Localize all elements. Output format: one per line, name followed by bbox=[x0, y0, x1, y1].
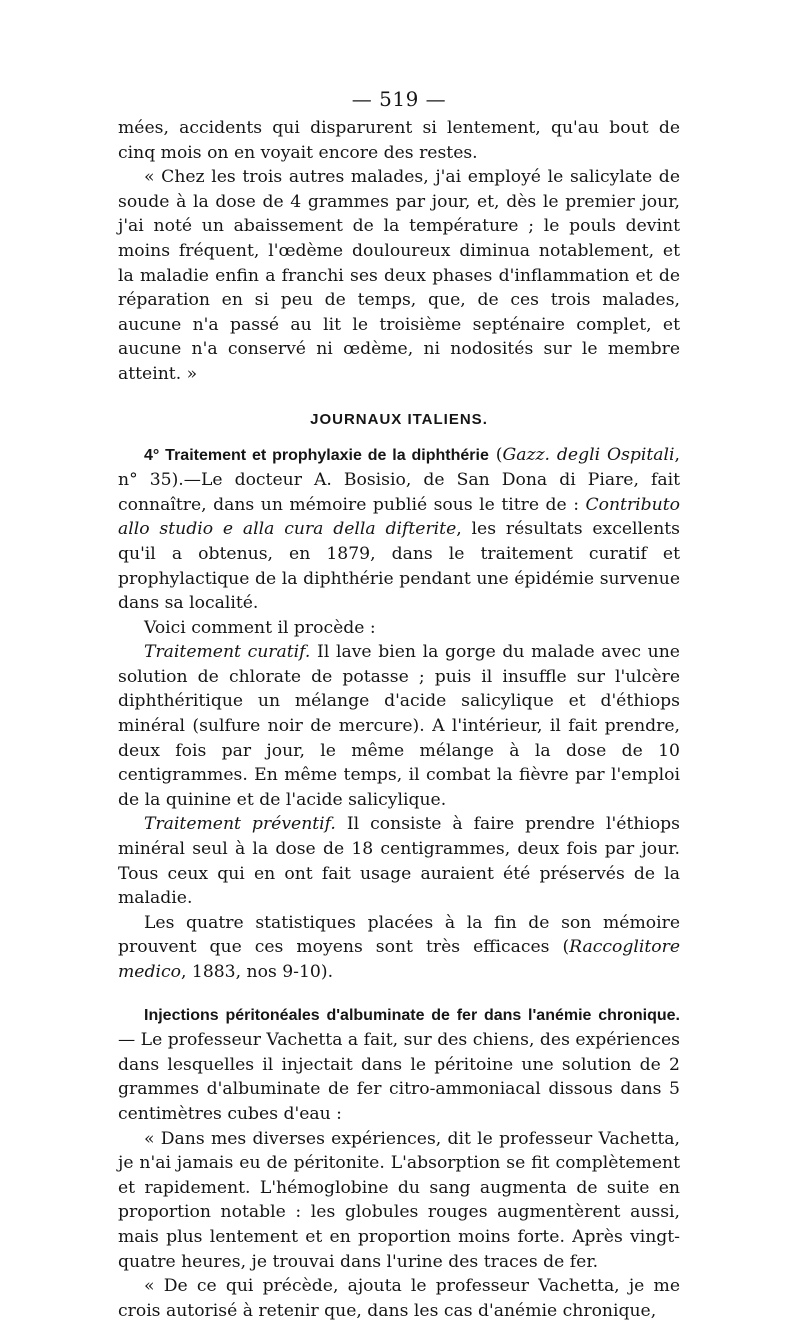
paragraph-diphtheria bbox=[118, 443, 680, 616]
memoir-title: Contributo allo studio e alla cura della difterite bbox=[118, 494, 680, 540]
injections-text: — Le professeur Vachetta a fait, sur des chiens, des expériences dans lesquelles il injectait dans le péritoine une solution de 2 grammes d'albuminate de fer citro-ammoniacal dissous dans 5 centimètres cubes d'eau : bbox=[118, 1030, 680, 1124]
stats-pre: Les quatre statistiques placées à la fin de son mémoire prouvent que ces moyens sont très efficaces ( bbox=[118, 912, 680, 958]
curatif-text: Il lave bien la gorge du malade avec une solution de chlorate de potasse ; puis il insuffle sur l'ulcère diphthéritique un mélange d'acide salicylique et d'éthiops minéral (sulfure noir de mercure). A l'intérieur, il fait prendre, deux fois par jour, le même mélange à la dose de 10 centigrammes. En même temps, il combat la fièvre par l'emploi de la quinine et de l'acide salicylique. bbox=[118, 642, 680, 810]
paragraph-preventif bbox=[118, 812, 680, 910]
paragraph-statistics bbox=[118, 911, 680, 985]
paragraph-voici: Voici comment il procède : bbox=[144, 617, 376, 638]
stats-journal: Raccoglitore medico bbox=[118, 937, 680, 982]
paragraph-quote-conclusion: « De ce qui précède, ajouta le professeur Vachetta, je me crois autorisé à retenir que, dans les cas d'anémie chronique, bbox=[118, 1276, 680, 1321]
paragraph-injections bbox=[118, 1003, 680, 1127]
diphtheria-source-pre: ( bbox=[488, 444, 503, 465]
stats-post: , 1883, nos 9-10). bbox=[180, 962, 334, 982]
diphtheria-source-post: , n° 35).—Le docteur A. Bosisio, de San Dona di Piare, fait connaître, dans un mémoire publié sous le titre de : bbox=[118, 444, 681, 515]
preventif-label: Traitement préventif. bbox=[144, 814, 336, 835]
page-number: — 519 — bbox=[351, 87, 447, 111]
diphtheria-journal: Gazz. degli Ospitali bbox=[502, 444, 675, 465]
diphtheria-title: 4° Traitement et prophylaxie de la diphthérie bbox=[144, 446, 489, 464]
section-heading: JOURNAUX ITALIENS. bbox=[310, 410, 488, 428]
preventif-text: Il consiste à faire prendre l'éthiops minéral seul à la dose de 18 centigrammes, deux fois par jour. Tous ceux qui en ont fait usage auraient été préservés de la maladie. bbox=[118, 814, 681, 909]
document-page bbox=[118, 86, 680, 1323]
curatif-label: Traitement curatif. bbox=[144, 642, 311, 663]
injections-title: Injections péritonéales d'albuminate de fer dans l'anémie chronique. bbox=[144, 1006, 680, 1024]
diphtheria-rest: , les résultats excellents qu'il a obtenus, en 1879, dans le traitement curatif et prophylactique de la diphthérie pendant une épidémie survenue dans sa localité. bbox=[118, 519, 681, 614]
paragraph-continuation: mées, accidents qui disparurent si lentement, qu'au bout de cinq mois on en voyait encore des restes. bbox=[118, 118, 680, 163]
paragraph-salicylate: « Chez les trois autres malades, j'ai employé le salicylate de soude à la dose de 4 grammes par jour, et, dès le premier jour, j'ai noté un abaissement de la température ; le pouls devint moins fréquent, l'œdème douloureux diminua notablement, et la maladie enfin a franchi ses deux phases d'inflammation et de réparation en si peu de temps, que, de ces trois malades, aucune n'a passé au lit le troisième septénaire complet, et aucune n'a conservé ni œdème, ni nodosités sur le membre atteint. » bbox=[118, 167, 680, 384]
paragraph-quote-experiments: « Dans mes diverses expériences, dit le professeur Vachetta, je n'ai jamais eu de péritonite. L'absorption se fit complètement et rapidement. L'hémoglobine du sang augmenta de suite en proportion notable : les globules rouges augmentèrent aussi, mais plus lentement et en proportion moins forte. Après vingt-quatre heures, je trouvai dans l'urine des traces de fer. bbox=[118, 1128, 680, 1272]
paragraph-curatif bbox=[118, 640, 680, 812]
